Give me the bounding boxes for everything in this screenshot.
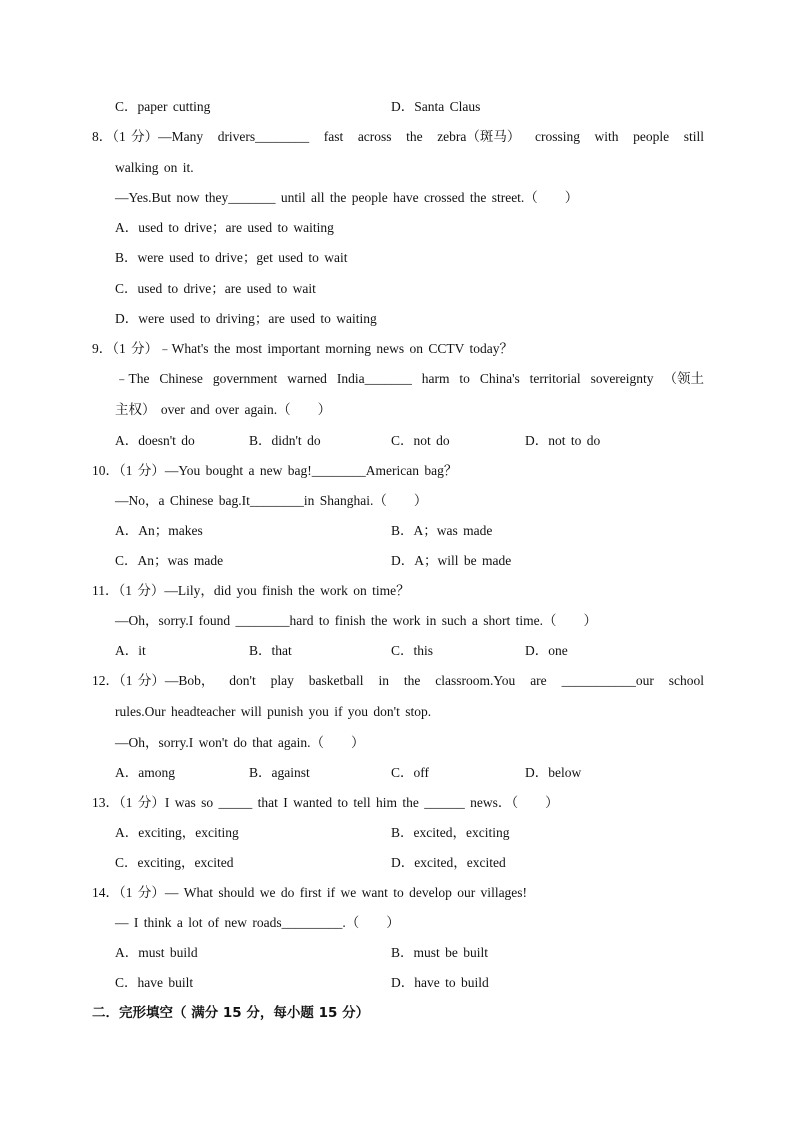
q9-option-c[interactable]: C．not do: [391, 433, 450, 448]
word: India_______: [336, 371, 412, 386]
word: basketball: [308, 673, 364, 688]
q9-question-line2: [115, 370, 704, 388]
q10-question-line1: 10．（1 分）—You bought a new bag!________American bag？: [92, 463, 458, 478]
word: still: [683, 129, 704, 144]
q14-option-b[interactable]: B．must be built: [391, 945, 489, 960]
q7-option-c[interactable]: C．paper cutting: [115, 99, 211, 114]
q8-question-line2: walking on it.: [115, 160, 194, 175]
q9-option-b[interactable]: B．didn't do: [249, 433, 321, 448]
q10-question-line2: —No，a Chinese bag.It________in Shanghai.（ ）: [115, 493, 428, 508]
q13-option-a[interactable]: A．exciting，exciting: [115, 825, 239, 840]
word: the: [403, 673, 421, 688]
word: 8．（1 分）—Many: [92, 129, 204, 144]
q12-option-c[interactable]: C．off: [391, 765, 430, 780]
word: don't: [229, 673, 256, 688]
word: play: [270, 673, 294, 688]
word: ___________our: [561, 673, 654, 688]
q8-question-line1: [92, 128, 704, 146]
word: （领土: [663, 371, 704, 386]
word: zebra（斑马）: [437, 129, 521, 144]
word: with: [594, 129, 619, 144]
word: ﹣The: [115, 371, 150, 386]
q10-option-a[interactable]: A．An；makes: [115, 523, 203, 538]
q12-option-b[interactable]: B．against: [249, 765, 310, 780]
q13-option-c[interactable]: C．exciting，excited: [115, 855, 234, 870]
q11-option-d[interactable]: D．one: [525, 643, 568, 658]
q9-option-a[interactable]: A．doesn't do: [115, 433, 195, 448]
q11-option-b[interactable]: B．that: [249, 643, 292, 658]
q11-option-c[interactable]: C．this: [391, 643, 434, 658]
word: Chinese: [159, 371, 203, 386]
word: people: [633, 129, 670, 144]
q14-option-a[interactable]: A．must build: [115, 945, 198, 960]
word: are: [530, 673, 547, 688]
q11-question-line2: —Oh，sorry.I found ________hard to finish the work in such a short time.（ ）: [115, 613, 597, 628]
q13-option-d[interactable]: D．excited，excited: [391, 855, 506, 870]
q13-question-line1: 13．（1 分）I was so _____ that I wanted to tell him the ______ news．（ ）: [92, 795, 559, 810]
word: crossing: [534, 129, 580, 144]
q12-option-a[interactable]: A．among: [115, 765, 175, 780]
q10-option-d[interactable]: D．A；will be made: [391, 553, 512, 568]
q9-option-d[interactable]: D．not to do: [525, 433, 601, 448]
q9-question-line1: 9．（1 分）﹣What's the most important morning news on CCTV today？: [92, 341, 514, 356]
word: government: [212, 371, 278, 386]
word: fast: [323, 129, 344, 144]
word: in: [378, 673, 389, 688]
q9-question-line3: 主权） over and over again.（ ）: [115, 402, 332, 417]
q8-question-line3: —Yes.But now they_______ until all the people have crossed the street.（ ）: [115, 190, 579, 205]
q10-option-c[interactable]: C．An；was made: [115, 553, 224, 568]
q8-option-a[interactable]: A．used to drive；are used to waiting: [115, 220, 334, 235]
word: 12．（1 分）—Bob，: [92, 673, 215, 688]
word: territorial: [529, 371, 581, 386]
q14-question-line1: 14．（1 分）— What should we do first if we want to develop our villages!: [92, 885, 528, 900]
q12-question-line3: —Oh，sorry.I won't do that again.（ ）: [115, 735, 365, 750]
word: to: [459, 371, 470, 386]
q11-option-a[interactable]: A．it: [115, 643, 146, 658]
section-heading: 二．完形填空（ 满分 15 分，每小题 15 分）: [92, 1005, 370, 1021]
q12-question-line2: rules.Our headteacher will punish you if you don't stop.: [115, 704, 432, 719]
q7-option-d[interactable]: D．Santa Claus: [391, 99, 481, 114]
q12-question-line1: [92, 672, 704, 690]
q11-question-line1: 11．（1 分）—Lily，did you finish the work on time？: [92, 583, 410, 598]
q10-option-b[interactable]: B．A；was made: [391, 523, 493, 538]
q14-question-line2: — I think a lot of new roads_________.（ ）: [115, 915, 400, 930]
q12-option-d[interactable]: D．below: [525, 765, 582, 780]
word: drivers________: [217, 129, 310, 144]
word: classroom.You: [435, 673, 516, 688]
word: harm: [421, 371, 450, 386]
q14-option-d[interactable]: D．have to build: [391, 975, 489, 990]
word: China's: [479, 371, 520, 386]
q14-option-c[interactable]: C．have built: [115, 975, 194, 990]
word: warned: [287, 371, 327, 386]
q13-option-b[interactable]: B．excited，exciting: [391, 825, 510, 840]
q8-option-b[interactable]: B．were used to drive；get used to wait: [115, 250, 348, 265]
word: the: [406, 129, 423, 144]
q8-option-d[interactable]: D．were used to driving；are used to waiting: [115, 311, 377, 326]
q8-option-c[interactable]: C．used to drive；are used to wait: [115, 281, 316, 296]
word: across: [357, 129, 392, 144]
word: sovereignty: [590, 371, 654, 386]
word: school: [668, 673, 704, 688]
